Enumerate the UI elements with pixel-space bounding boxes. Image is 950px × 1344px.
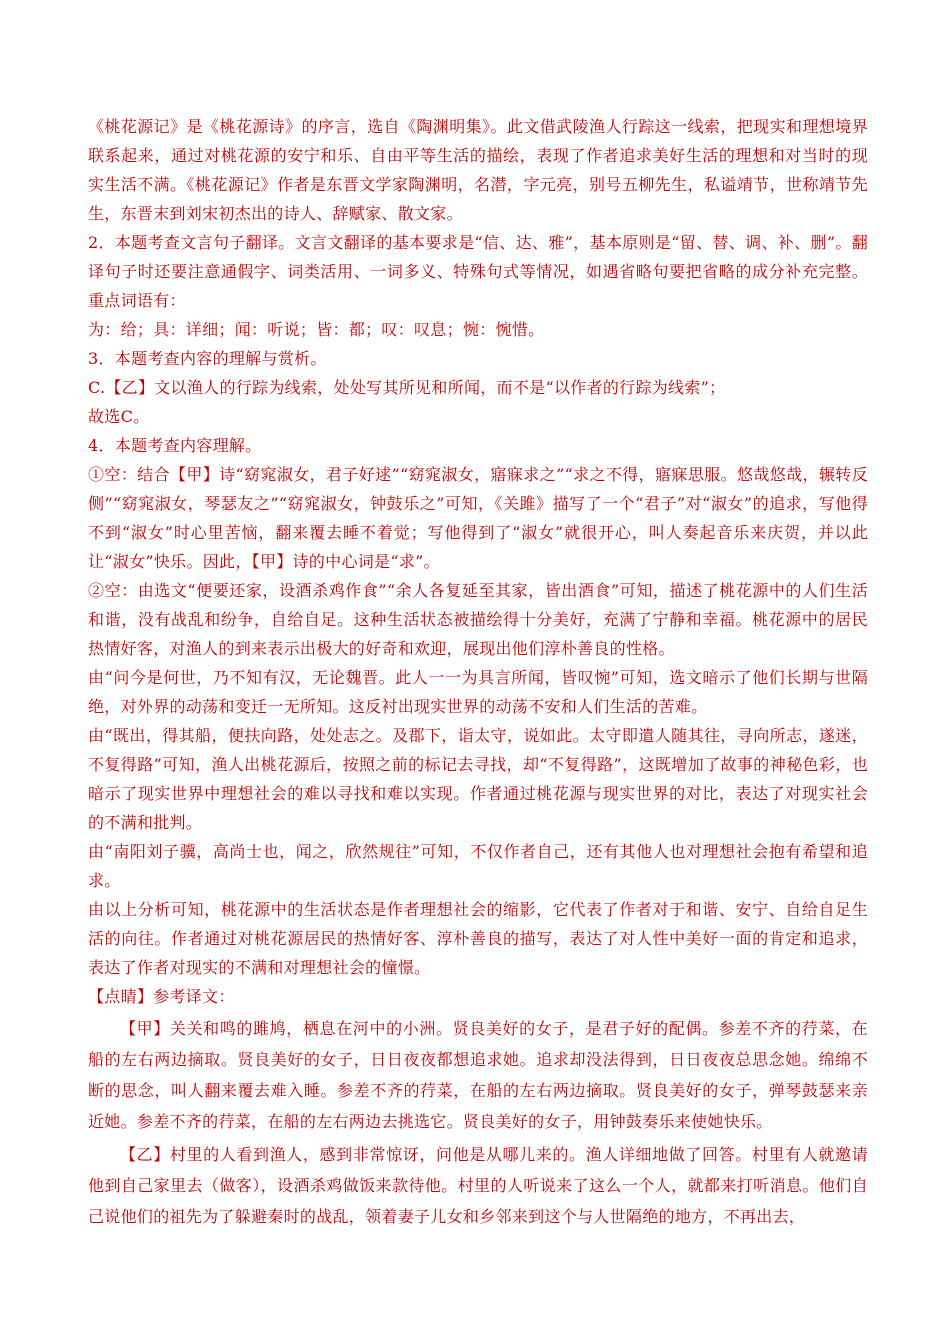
paragraph-q4-analysis-1: 由“问今是何世，乃不知有汉，无论魏晋。此人一一为具言所闻，皆叹惋”可知，选文暗示了他们长期与世隔绝，对外界的动荡和变迁一无所知。这反衬出现实世界的动荡不安和人们生活的苦难。 [88,668,868,716]
translation-jia: 【甲】关关和鸣的雎鸠，栖息在河中的小洲。贤良美好的女子，是君子好的配偶。参差不齐的荇菜，在船的左右两边摘取。贤良美好的女子，日日夜夜都想追求她。追求却没法得到，日日夜夜总思念她。绵绵不断的思念，叫人翻来覆去难入睡。参差不齐的荇菜，在船的左右两边摘取。贤良美好的女子，弹琴鼓瑟来亲近她。参差不齐的荇菜，在船的左右两边去挑选它。贤良美好的女子，用钟鼓奏乐来使她快乐。 [88,1019,868,1131]
paragraph-q4-analysis-3: 由“南阳刘子骥，高尚士也，闻之，欣然规往”可知，不仅作者自己，还有其他人也对理想社会抱有希望和追求。 [88,842,868,890]
paragraph-dianjing-heading: 【点睛】参考译文： [88,987,235,1006]
paragraph-q4-blank-1: ①空：结合【甲】诗“窈窕淑女，君子好逑”“窈窕淑女，寤寐求之”“求之不得，寤寐思服。悠哉悠哉，辗转反侧”“窈窕淑女，琴瑟友之”“窈窕淑女，钟鼓乐之”可知，《关雎》描写了一个“君子”对“淑女”的追求，写他得不到“淑女”时心里苦恼，翻来覆去睡不着觉；写他得到了“淑女”就很开心，叫人奏起音乐来庆贺，并以此让“淑女”快乐。因此，【甲】诗的中心词是“求”。 [88,465,868,571]
paragraph-q2-keywords: 为：给；具：详细；闻：听说；皆：都；叹：叹息；惋：惋惜。 [88,320,545,339]
paragraph-q3-answer: 故选C。 [88,407,150,426]
paragraph-q3-option-c: C.【乙】文以渔人的行踪为线索，处处写其所见和所闻，而不是“以作者的行踪为线索”； [88,378,726,397]
paragraph-q3: 3．本题考查内容的理解与赏析。 [88,349,327,368]
paragraph-q4-analysis-2: 由“既出，得其船，便扶向路，处处志之。及郡下，诣太守，说如此。太守即遣人随其往，寻向所志，遂迷，不复得路”可知，渔人出桃花源后，按照之前的标记去寻找，却“不复得路”，这既增加了故事的神秘色彩，也暗示了现实世界中理想社会的难以寻找和难以实现。作者通过桃花源与现实世界的对比，表达了对现实社会的不满和批判。 [88,726,868,832]
document-body [88,112,868,1232]
paragraph-q2: 2．本题考查文言句子翻译。文言文翻译的基本要求是“信、达、雅”，基本原则是“留、替、调、补、删”。翻译句子时还要注意通假字、词类活用、一词多义、特殊句式等情况，如遇省略句要把省略的成分补充完整。重点词语有： [88,233,868,310]
paragraph-intro: 《桃花源记》是《桃花源诗》的序言，选自《陶渊明集》。此文借武陵渔人行踪这一线索，把现实和理想境界联系起来，通过对桃花源的安宁和乐、自由平等生活的描绘，表现了作者追求美好生活的理想和对当时的现实生活不满。《桃花源记》作者是东晋文学家陶渊明，名潜，字元亮，别号五柳先生，私谥靖节，世称靖节先生，东晋末到刘宋初杰出的诗人、辞赋家、散文家。 [88,117,868,223]
paragraph-q4-summary: 由以上分析可知，桃花源中的生活状态是作者理想社会的缩影，它代表了作者对于和谐、安宁、自给自足生活的向往。作者通过对桃花源居民的热情好客、淳朴善良的描写，表达了对人性中美好一面的肯定和追求，表达了作者对现实的不满和对理想社会的憧憬。 [88,900,868,977]
translation-yi: 【乙】村里的人看到渔人，感到非常惊讶，问他是从哪儿来的。渔人详细地做了回答。村里有人就邀请他到自己家里去（做客），设酒杀鸡做饭来款待他。村里的人听说来了这么一个人，就都来打听消息。他们自己说他们的祖先为了躲避秦时的战乱，领着妻子儿女和乡邻来到这个与人世隔绝的地方，不再出去， [88,1145,868,1226]
paragraph-q4: 4．本题考查内容理解。 [88,436,262,455]
paragraph-q4-blank-2: ②空：由选文“便要还家，设酒杀鸡作食”“余人各复延至其家，皆出酒食”可知，描述了桃花源中的人们生活和谐，没有战乱和纷争，自给自足。这种生活状态被描绘得十分美好，充满了宁静和幸福。桃花源中的居民热情好客，对渔人的到来表示出极大的好奇和欢迎，展现出他们淳朴善良的性格。 [88,581,868,658]
